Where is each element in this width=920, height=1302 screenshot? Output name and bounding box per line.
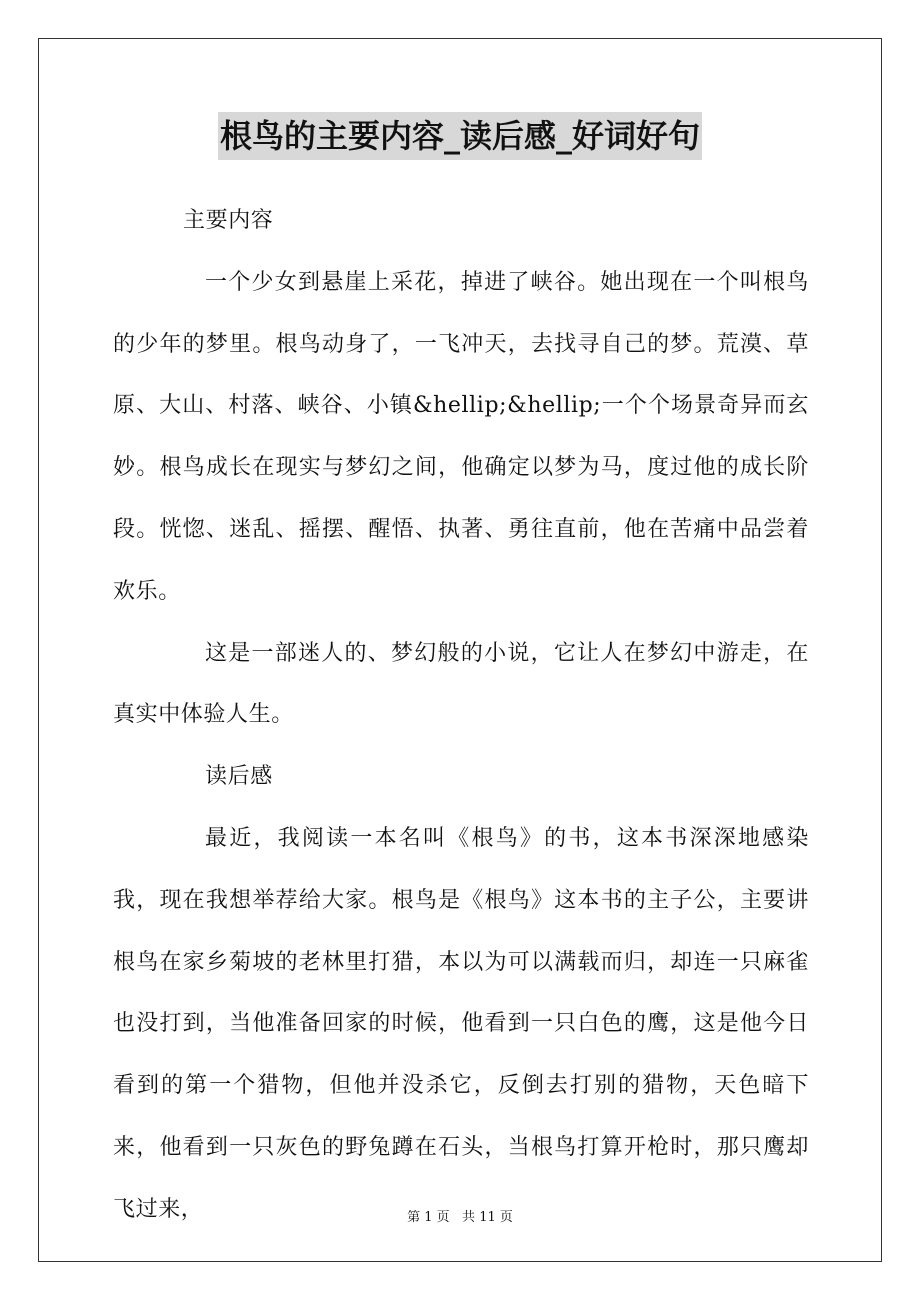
section-heading-main-content: 主要内容	[183, 208, 274, 233]
document-title: 根鸟的主要内容_读后感_好词好句	[218, 112, 702, 160]
body-paragraph: 最近，我阅读一本名叫《根鸟》的书，这本书深深地感染我，现在我想举荐给大家。根鸟是《根鸟》这本书的主子公，主要讲根鸟在家乡菊坡的老林里打猎，本以为可以满载而归，却连一只麻雀也没打到，当他准备回家的时候，他看到一只白色的鹰，这是他今日看到的第一个猎物，但他并没杀它，反倒去打别的猎物，天色暗下来，他看到一只灰色的野兔蹲在石头，当根鸟打算开枪时，那只鹰却飞过来，	[113, 825, 809, 1222]
page-footer: 第 1 页 共 11 页	[407, 1210, 513, 1225]
body-paragraph: 一个少女到悬崖上采花，掉进了峡谷。她出现在一个叫根鸟的少年的梦里。根鸟动身了，一飞冲天，去找寻自己的梦。荒漠、草原、大山、村落、峡谷、小镇&hellip;&hellip;一个个场景奇异而玄妙。根鸟成长在现实与梦幻之间，他确定以梦为马，度过他的成长阶段。恍惚、迷乱、摇摆、醒悟、执著、勇往直前，他在苦痛中品尝着欢乐。	[113, 269, 809, 604]
section-heading-review: 读后感	[205, 764, 273, 790]
title-container	[0, 112, 920, 160]
body-paragraph: 这是一部迷人的、梦幻般的小说，它让人在梦幻中游走，在真实中体验人生。	[113, 640, 809, 728]
document-body	[113, 190, 809, 1241]
